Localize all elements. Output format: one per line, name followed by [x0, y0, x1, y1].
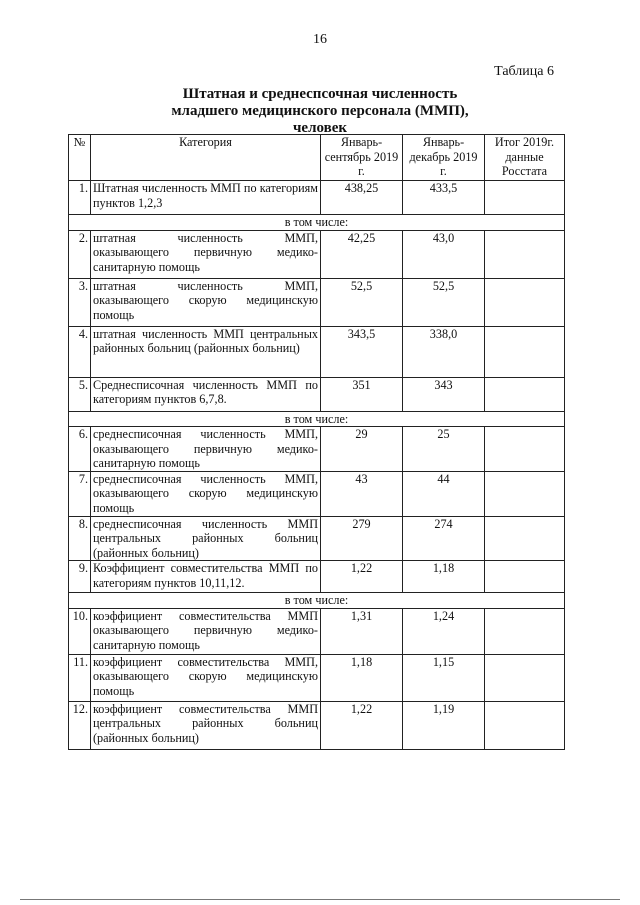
row-jan-sep: 279 — [321, 516, 403, 561]
row-category: Коэффициент совместительства ММП по категориям пунктов 10,11,12. — [91, 561, 321, 593]
row-jan-dec: 1,15 — [403, 654, 485, 701]
row-num: 1. — [69, 181, 91, 215]
table-row — [69, 471, 565, 516]
table-row — [69, 377, 565, 411]
bottom-rule — [20, 899, 620, 900]
row-jan-dec: 1,18 — [403, 561, 485, 593]
row-category: Штатная численность ММП по категориям пунктов 1,2,3 — [91, 181, 321, 215]
row-total — [485, 326, 565, 377]
header-num: № — [69, 135, 91, 181]
subheading-row — [69, 215, 565, 231]
header-category: Категория — [91, 135, 321, 181]
table-row — [69, 326, 565, 377]
row-category: среднесписочная численность ММП центральных районных больниц (районных больниц) — [91, 516, 321, 561]
row-total — [485, 181, 565, 215]
row-jan-sep: 1,22 — [321, 561, 403, 593]
subheading: в том числе: — [69, 593, 565, 609]
row-jan-dec: 433,5 — [403, 181, 485, 215]
row-jan-sep: 29 — [321, 427, 403, 472]
row-num: 7. — [69, 471, 91, 516]
data-table — [68, 134, 565, 750]
row-num: 2. — [69, 230, 91, 278]
table-row — [69, 427, 565, 472]
subheading-row — [69, 411, 565, 427]
header-jan-dec: Январь-декабрь 2019 г. — [403, 135, 485, 181]
table-row — [69, 278, 565, 326]
row-jan-dec: 1,24 — [403, 608, 485, 654]
row-jan-dec: 44 — [403, 471, 485, 516]
table-row — [69, 561, 565, 593]
row-jan-dec: 1,19 — [403, 701, 485, 749]
row-jan-sep: 1,22 — [321, 701, 403, 749]
row-category: штатная численность ММП центральных районных больниц (районных больниц) — [91, 326, 321, 377]
row-jan-sep: 43 — [321, 471, 403, 516]
row-jan-dec: 43,0 — [403, 230, 485, 278]
table-row — [69, 608, 565, 654]
row-jan-sep: 343,5 — [321, 326, 403, 377]
title-line-1: Штатная и среднеспсочная численность — [182, 86, 458, 102]
row-total — [485, 230, 565, 278]
row-total — [485, 608, 565, 654]
row-total — [485, 278, 565, 326]
row-total — [485, 654, 565, 701]
row-jan-dec: 338,0 — [403, 326, 485, 377]
row-num: 11. — [69, 654, 91, 701]
row-jan-dec: 274 — [403, 516, 485, 561]
table-row — [69, 701, 565, 749]
row-category: штатная численность ММП, оказывающего скорую медицинскую помощь — [91, 278, 321, 326]
row-category: штатная численность ММП, оказывающего первичную медико-санитарную помощь — [91, 230, 321, 278]
table-row — [69, 516, 565, 561]
title-line-2: младшего медицинского персонала (ММП), — [171, 103, 469, 119]
row-num: 9. — [69, 561, 91, 593]
subheading-row — [69, 593, 565, 609]
row-jan-dec: 25 — [403, 427, 485, 472]
row-category: среднесписочная численность ММП, оказывающего скорую медицинскую помощь — [91, 471, 321, 516]
table-row — [69, 181, 565, 215]
row-num: 4. — [69, 326, 91, 377]
table-row — [69, 230, 565, 278]
row-num: 12. — [69, 701, 91, 749]
row-category: коэффициент совместительства ММП оказывающего первичную медико-санитарную помощь — [91, 608, 321, 654]
row-num: 5. — [69, 377, 91, 411]
row-num: 6. — [69, 427, 91, 472]
row-total — [485, 471, 565, 516]
row-category: коэффициент совместительства ММП, оказывающего скорую медицинскую помощь — [91, 654, 321, 701]
row-num: 8. — [69, 516, 91, 561]
subheading: в том числе: — [69, 215, 565, 231]
row-total — [485, 701, 565, 749]
row-total — [485, 516, 565, 561]
row-num: 10. — [69, 608, 91, 654]
table-row — [69, 654, 565, 701]
row-jan-sep: 351 — [321, 377, 403, 411]
title-line-3: человек — [292, 120, 348, 136]
row-category: коэффициент совместительства ММП центральных районных больниц (районных больниц) — [91, 701, 321, 749]
document-title — [0, 86, 640, 137]
row-jan-sep: 42,25 — [321, 230, 403, 278]
header-total: Итог 2019г. данные Росстата — [485, 135, 565, 181]
row-jan-sep: 1,31 — [321, 608, 403, 654]
row-category: среднесписочная численность ММП, оказывающего первичную медико-санитарную помощь — [91, 427, 321, 472]
row-num: 3. — [69, 278, 91, 326]
row-jan-dec: 343 — [403, 377, 485, 411]
row-total — [485, 561, 565, 593]
row-total — [485, 377, 565, 411]
table-label: Таблица 6 — [494, 64, 554, 79]
row-jan-sep: 438,25 — [321, 181, 403, 215]
row-category: Среднесписочная численность ММП по категориям пунктов 6,7,8. — [91, 377, 321, 411]
row-jan-sep: 52,5 — [321, 278, 403, 326]
header-row — [69, 135, 565, 181]
row-jan-sep: 1,18 — [321, 654, 403, 701]
row-jan-dec: 52,5 — [403, 278, 485, 326]
header-jan-sep: Январь-сентябрь 2019 г. — [321, 135, 403, 181]
row-total — [485, 427, 565, 472]
subheading: в том числе: — [69, 411, 565, 427]
page-number: 16 — [313, 32, 327, 47]
